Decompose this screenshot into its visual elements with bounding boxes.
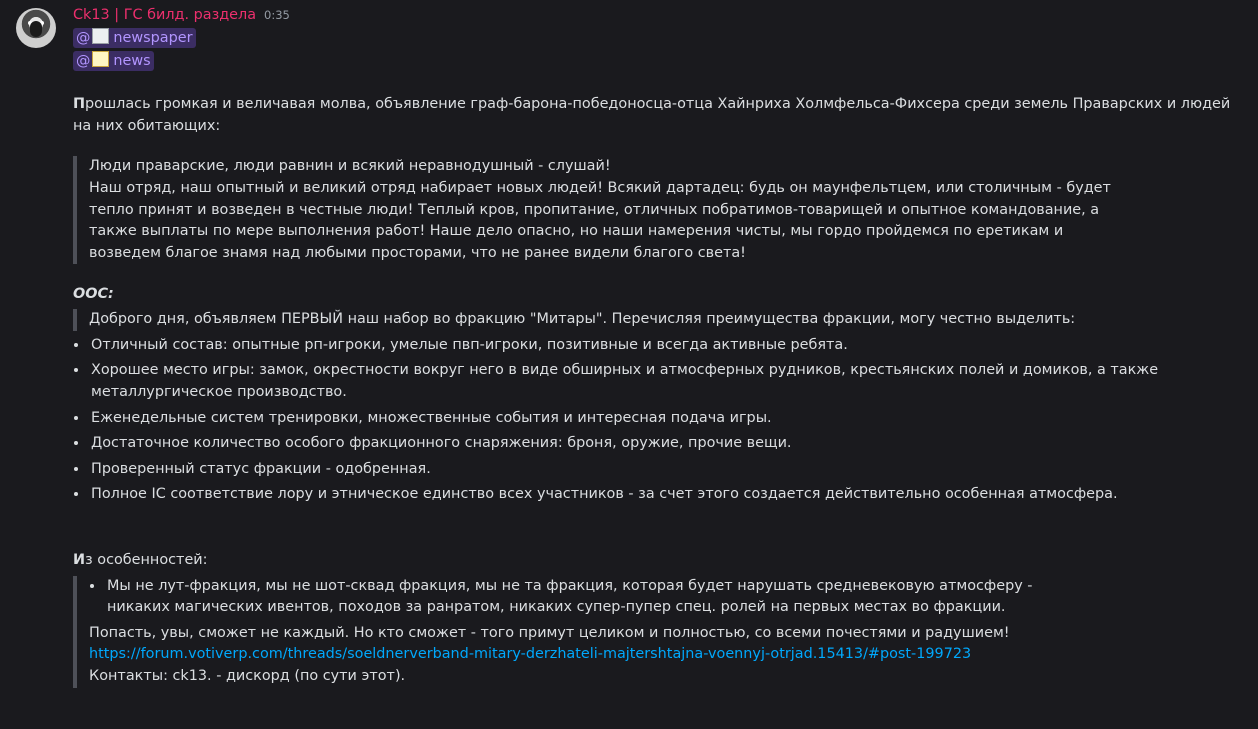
contacts-line: Контакты: ck13. - дискорд (по сути этот). — [89, 668, 406, 685]
message-content — [73, 5, 1243, 688]
username[interactable]: Ck13 | ГС билд. раздела — [73, 7, 257, 23]
features-line: Попасть, увы, сможет не каждый. Но кто сможет - того примут целиком и полностью, со всеми почестями и радушием! — [89, 624, 1010, 641]
list-item: • Достаточное количество особого фракционного снаряжения: броня, оружие, прочие вещи. — [89, 433, 1243, 455]
ooc-quote-text: Доброго дня, объявляем ПЕРВЫЙ наш набор во фракцию "Митары". Перечисляя преимущества фракции, могу честно выделить: — [89, 311, 1076, 328]
mention-label: newspaper — [113, 30, 193, 46]
mention-row — [73, 27, 1243, 50]
role-mention-news[interactable] — [73, 51, 154, 71]
avatar-snout — [30, 21, 42, 37]
ooc-label: OOC: — [73, 286, 114, 303]
ooc-bullet-list — [73, 335, 1243, 506]
features-link-line — [89, 644, 1099, 666]
intro-paragraph — [73, 94, 1243, 137]
memo-emoji-icon — [92, 51, 109, 67]
features-quote — [73, 576, 1099, 688]
mention-row — [73, 50, 1243, 73]
list-item: • Полное IC соответствие лору и этническое единство всех участников - за счет этого создается действительно особенная атмосфера. — [89, 484, 1243, 506]
features-heading — [73, 550, 1243, 572]
mention-at: @ — [76, 30, 91, 46]
list-item: • Хорошее место игры: замок, окрестности вокруг него в виде обширных и атмосферных рудников, крестьянских полей и домиков, а также металлургическое производство. — [89, 360, 1243, 403]
list-item: • Мы не лут-фракция, мы не шот-сквад фракция, мы не та фракция, которая будет нарушать средневековую атмосферу - никаких магических ивентов, походов за ранратом, никаких супер-пупер спец. ролей на первых местах во фракции. — [105, 576, 1099, 619]
user-avatar[interactable] — [16, 8, 56, 48]
intro-text: рошлась громкая и величавая молва, объявление граф-барона-победоносца-отца Хайнриха Холмфельса-Фихсера среди земель Праварских и людей на них обитающих: — [73, 96, 1231, 134]
ooc-quote — [73, 309, 1243, 331]
mention-at: @ — [76, 52, 91, 69]
features-heading-text: з особенностей: — [85, 551, 208, 568]
list-item: • Проверенный статус фракции - одобренная. — [89, 459, 1243, 481]
features-bullet-list — [89, 576, 1099, 619]
mention-label: news — [113, 52, 151, 69]
features-drop-letter: И — [73, 551, 86, 568]
forum-link[interactable]: https://forum.votiverp.com/threads/soeldnerverband-mitary-derzhateli-majtershtajna-voennyj-otrjad.15413/#post-199723 — [89, 646, 972, 663]
role-mention-newspaper[interactable] — [73, 28, 196, 48]
message-header — [73, 5, 1243, 27]
proclamation-line: Люди праварские, люди равнин и всякий неравнодушный - слушай! — [89, 158, 611, 175]
list-item: • Еженедельные систем тренировки, множественные события и интересная подача игры. — [89, 408, 1243, 430]
timestamp[interactable]: 0:35 — [264, 8, 290, 22]
intro-drop-letter: П — [73, 96, 86, 113]
proclamation-line: Наш отряд, наш опытный и великий отряд набирает новых людей! Всякий дартадец: будь он маунфельтцем, или столичным - будет тепло принят и возведен в честные люди! Теплый кров, пропитание, отличных побратимов-товарищей и опытное командование, а также выплаты по мере выполнения работ! Наше дело опасно, но наши намерения чисты, мы гордо пройдемся по еретикам и возведем благое знамя над любыми просторами, что не ранее видели благого света! — [89, 180, 1111, 261]
newspaper-emoji-icon — [92, 28, 109, 44]
proclamation-quote — [73, 156, 1119, 264]
list-item: • Отличный состав: опытные рп-игроки, умелые пвп-игроки, позитивные и всегда активные ребята. — [89, 335, 1243, 357]
